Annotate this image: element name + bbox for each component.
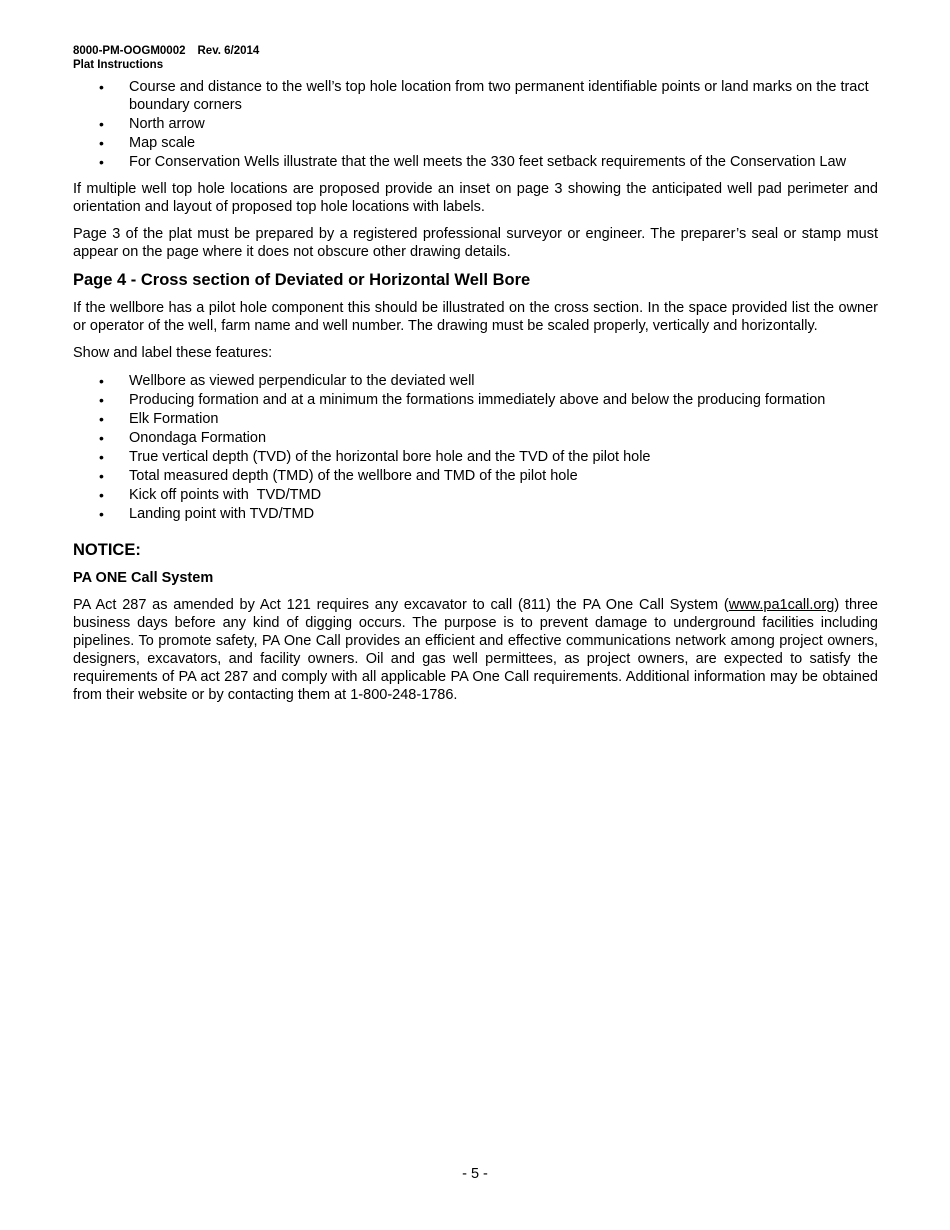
bullet-icon: • [99,116,104,132]
bullet-icon: • [99,430,104,446]
list-item: • Elk Formation [99,411,219,427]
bullet-icon: • [99,392,104,408]
bullet-icon: • [99,135,104,151]
pa1call-link[interactable]: www.pa1call.org [728,597,835,613]
section-heading-page4: Page 4 - Cross section of Deviated or Horizontal Well Bore [73,271,531,289]
pa-one-call-heading: PA ONE Call System [73,570,214,586]
page-number: - 5 - [462,1166,488,1182]
page4-intro-paragraph: If the wellbore has a pilot hole component this should be illustrated on the cross section. In the space provided list the owner or operator of the well, farm name and well number. The drawing must be scaled properly, vertically and horizontally. [73,300,878,334]
doc-id: 8000-PM-OOGM0002 [73,45,186,57]
bullet-icon: • [99,468,104,484]
list-item: • True vertical depth (TVD) of the horizontal bore hole and the TVD of the pilot hole [99,449,651,465]
show-label-paragraph: Show and label these features: [73,345,273,361]
bullet-icon: • [99,79,104,95]
bullet-icon: • [99,506,104,522]
top-bullet-list [73,78,878,171]
bullet-icon: • [99,487,104,503]
list-item: • Wellbore as viewed perpendicular to the deviated well [99,373,475,389]
notice-paragraph: PA Act 287 as amended by Act 121 requires any excavator to call (811) the PA One Call System (www.pa1call.org) three business days before any kind of digging occurs. The purpose is to prevent damage to underground facilities including pipelines. To promote safety, PA One Call provides an efficient and effective communications network among project owners, designers, excavators, and facility owners. Oil and gas well permittees, as project owners, are expected to satisfy the requirements of PA act 287 and comply with all applicable PA One Call requirements. Additional information may be obtained from their website or by contacting them at 1-800-248-1786. [73,597,878,703]
notice-heading: NOTICE: [73,541,141,559]
bullet-icon: • [99,411,104,427]
bullet-icon: • [99,449,104,465]
doc-revision: Rev. 6/2014 [197,45,260,57]
bullet-icon: • [99,154,104,170]
list-item: • Course and distance to the well’s top hole location from two permanent identifiable points or land marks on the tract boundary corners [99,79,869,113]
features-bullet-list [73,372,878,523]
doc-title: Plat Instructions [73,59,164,71]
list-item: • Onondaga Formation [99,430,267,446]
list-item: • Total measured depth (TMD) of the wellbore and TMD of the pilot hole [99,468,578,484]
document-header [73,44,878,72]
list-item: • Map scale [99,135,196,151]
list-item: • For Conservation Wells illustrate that the well meets the 330 feet setback requirements of the Conservation Law [99,154,847,170]
list-item: • Landing point with TVD/TMD [99,506,315,522]
list-item: • North arrow [99,116,205,132]
page3-paragraph: Page 3 of the plat must be prepared by a registered professional surveyor or engineer. The preparer’s seal or stamp must appear on the page where it does not obscure other drawing details. [73,226,878,260]
list-item: • Kick off points with TVD/TMD [99,487,322,503]
inset-paragraph: If multiple well top hole locations are proposed provide an inset on page 3 showing the anticipated well pad perimeter and orientation and layout of proposed top hole locations with labels. [73,181,878,215]
list-item: • Producing formation and at a minimum the formations immediately above and below the producing formation [99,392,826,408]
bullet-icon: • [99,373,104,389]
document-page [73,44,878,704]
